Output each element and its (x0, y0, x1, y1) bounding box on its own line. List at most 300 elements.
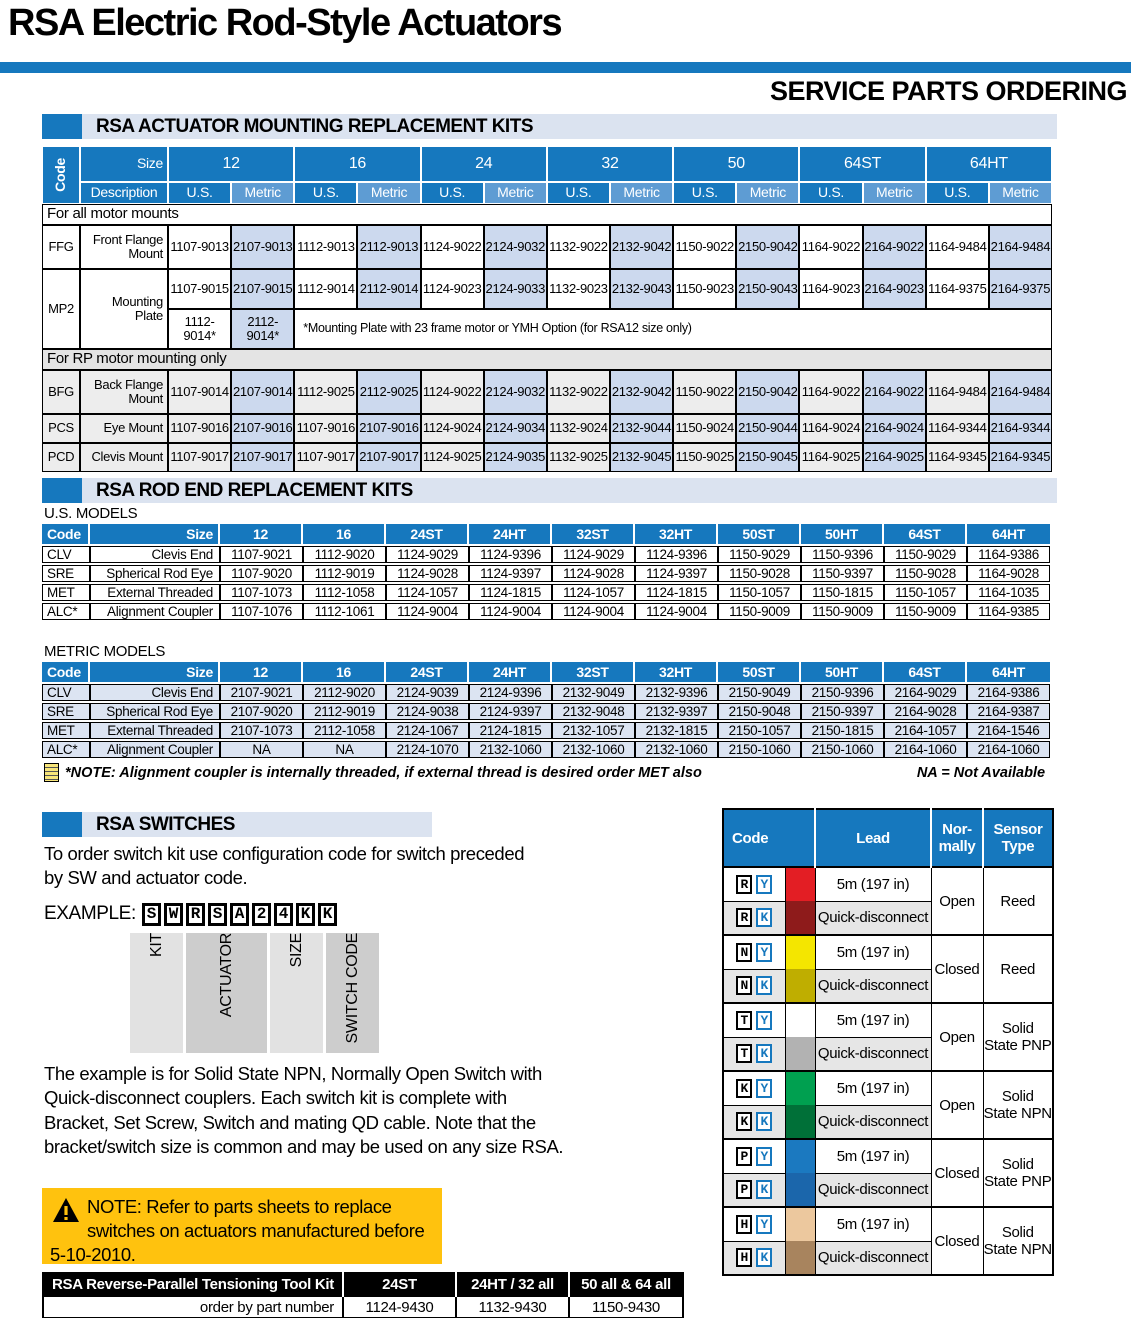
size-header-32: 32 (547, 146, 673, 182)
metric-models-label: METRIC MODELS (44, 643, 166, 660)
part-number-cell: 2150-1060 (718, 741, 801, 758)
code-letter-box: P (736, 1180, 752, 1199)
color-swatch (785, 1071, 815, 1105)
normally-cell: Closed (931, 1139, 983, 1207)
metric-header: Metric (989, 182, 1052, 204)
section-title-rodend: RSA ROD END REPLACEMENT KITS (96, 479, 413, 501)
row-description: Clevis End (90, 684, 220, 701)
row-description: External Threaded (90, 722, 220, 739)
tool-col-24ST: 24ST (343, 1273, 456, 1296)
code-letter-box: Y (756, 943, 772, 962)
size-header-12: 12 (220, 662, 303, 682)
part-number-cell: 1124-9004 (469, 603, 552, 620)
part-number-cell: 1107-9015 (168, 269, 231, 309)
code-letter-box: N (736, 943, 752, 962)
part-number-cell: 1150-9009 (718, 603, 801, 620)
code-header: Code (42, 524, 90, 544)
banner-rp-motor-mounting: For RP motor mounting only (42, 349, 1052, 370)
switch-code-cell (723, 1105, 785, 1139)
color-swatch (785, 969, 815, 1003)
sensor-type-cell: Reed (983, 867, 1053, 935)
title-rule (0, 62, 1131, 73)
normally-cell: Closed (931, 1207, 983, 1275)
code-letter-box: Y (756, 875, 772, 894)
example-band-label: SIZE (287, 933, 305, 968)
size-header-64ST: 64ST (884, 662, 967, 682)
switch-header-0: Code (723, 809, 815, 867)
part-number-cell: 2164-1060 (967, 741, 1050, 758)
rodend-us-table (42, 522, 1050, 622)
part-number-cell: 2164-1546 (967, 722, 1050, 739)
row-code-ALC*: ALC* (42, 603, 90, 620)
part-number-cell: 1164-9375 (926, 269, 989, 309)
us-header: U.S. (547, 182, 610, 204)
part-number-cell: 1124-9022 (421, 370, 484, 414)
part-number-cell: 2107-9014 (231, 370, 294, 414)
part-number-cell: 2112-9014* (231, 309, 294, 349)
size-header-32HT: 32HT (635, 524, 718, 544)
example-letter-box: K (296, 903, 315, 926)
part-number-cell: 1107-9016 (168, 414, 231, 443)
switch-row (723, 867, 1053, 901)
section-chip-icon (42, 478, 82, 503)
table-row (42, 741, 1050, 758)
part-number-cell: 1124-9004 (386, 603, 469, 620)
part-number-cell: 1112-1061 (303, 603, 386, 620)
size-header-64ST: 64ST (884, 524, 967, 544)
part-number-cell: 2150-9397 (801, 703, 884, 720)
switch-code-cell (723, 1037, 785, 1071)
example-band-size (270, 933, 323, 1053)
warning-note-text: NOTE: Refer to parts sheets to replace switches on actuators manufactured before 5-10-2010. (50, 1196, 425, 1266)
size-header-16: 16 (294, 146, 420, 182)
mounting-table (42, 146, 1052, 472)
part-number-cell: 1132-9022 (547, 370, 610, 414)
part-number-cell: 1164-9028 (967, 565, 1050, 582)
example-letter-box: 4 (274, 903, 293, 926)
part-number-cell: 2107-9020 (220, 703, 303, 720)
size-header-16: 16 (303, 524, 386, 544)
switch-code-cell (723, 1071, 785, 1105)
part-number-cell: 2164-9024 (863, 414, 926, 443)
part-number-cell: 1124-1057 (552, 584, 635, 601)
lead-cell: 5m (197 in) (815, 1003, 931, 1037)
normally-cell: Closed (931, 935, 983, 1003)
example-letter-box: R (186, 903, 205, 926)
code-letter-box: K (756, 1112, 772, 1131)
row-description: Spherical Rod Eye (90, 703, 220, 720)
part-number-cell: 1150-9028 (884, 565, 967, 582)
part-number-cell: 2112-9025 (357, 370, 420, 414)
part-number-cell: 2107-9016 (357, 414, 420, 443)
part-number-cell: 2132-9396 (635, 684, 718, 701)
rodend-metric-table (42, 660, 1050, 760)
section-title-mounting: RSA ACTUATOR MOUNTING REPLACEMENT KITS (96, 115, 533, 137)
table-row (42, 584, 1050, 601)
code-letter-box: T (736, 1011, 752, 1030)
part-number-cell: 1112-9014 (294, 269, 357, 309)
na-note: NA = Not Available (916, 764, 1046, 781)
part-number-cell: 1107-9021 (220, 546, 303, 563)
size-header-64HT: 64HT (967, 524, 1050, 544)
part-number-cell: 2132-9397 (635, 703, 718, 720)
part-number-cell: 1150-9397 (801, 565, 884, 582)
row-description: Front Flange Mount (80, 225, 168, 269)
row-code-MET: MET (42, 584, 90, 601)
tool-kit-title: RSA Reverse-Parallel Tensioning Tool Kit (43, 1273, 343, 1296)
code-letter-box: H (736, 1248, 752, 1267)
switch-code-cell (723, 1003, 785, 1037)
part-number-cell: 2150-1060 (801, 741, 884, 758)
part-number-cell: 1112-9014* (168, 309, 231, 349)
part-number-cell: 2150-9042 (736, 370, 799, 414)
part-number-cell: 1124-9025 (421, 443, 484, 472)
part-number-cell: 1107-9013 (168, 225, 231, 269)
part-number-cell: 2132-9045 (610, 443, 673, 472)
part-number-cell: 2150-9043 (736, 269, 799, 309)
lead-cell: 5m (197 in) (815, 867, 931, 901)
sensor-type-cell: Solid State NPN (983, 1071, 1053, 1139)
normally-cell: Open (931, 1071, 983, 1139)
part-number-cell: 1132-9022 (547, 225, 610, 269)
switch-header-1: Lead (815, 809, 931, 867)
part-number-cell: 1150-1057 (718, 584, 801, 601)
part-number-cell: 2164-9022 (863, 225, 926, 269)
tool-col-24HT / 32 all: 24HT / 32 all (456, 1273, 569, 1296)
row-code-BFG: BFG (42, 370, 80, 414)
code-letter-box: K (756, 908, 772, 927)
example-letter-box: W (164, 903, 183, 926)
part-number-cell: 2112-1058 (303, 722, 386, 739)
example-row (44, 902, 340, 926)
part-number-cell: 1150-9029 (718, 546, 801, 563)
banner-all-motor-mounts: For all motor mounts (42, 204, 1052, 225)
part-number-cell: 1150-9022 (673, 225, 736, 269)
part-number-cell: 1124-9396 (635, 546, 718, 563)
table-row (42, 722, 1050, 739)
header-row (723, 809, 1053, 867)
table-row (42, 603, 1050, 620)
part-number-cell: 2150-1057 (718, 722, 801, 739)
rodend-note-row (44, 763, 1052, 782)
part-number-cell: 1164-9022 (799, 225, 862, 269)
us-header: U.S. (168, 182, 231, 204)
lead-cell: Quick-disconnect (815, 1037, 931, 1071)
part-number-cell: 1112-9019 (303, 565, 386, 582)
part-number-cell: 1124-9029 (386, 546, 469, 563)
part-number-cell: 1164-9344 (926, 414, 989, 443)
switch-row (723, 935, 1053, 969)
code-letter-box: K (756, 1044, 772, 1063)
size-header: Size (90, 662, 220, 682)
row-code-CLV: CLV (42, 684, 90, 701)
us-header: U.S. (799, 182, 862, 204)
row-description: External Threaded (90, 584, 220, 601)
part-number-cell: 1124-9023 (421, 269, 484, 309)
code-letter-box: P (736, 1147, 752, 1166)
sensor-type-cell: Solid State PNP (983, 1003, 1053, 1071)
part-number-cell: 1124-9004 (552, 603, 635, 620)
sensor-type-cell: Reed (983, 935, 1053, 1003)
part-number-cell: 1124-1057 (386, 584, 469, 601)
warning-icon (52, 1197, 80, 1223)
header (42, 662, 1050, 682)
section-title-switches: RSA SWITCHES (96, 813, 235, 835)
part-number-cell: 1164-9484 (926, 370, 989, 414)
part-number-cell: 1107-1076 (220, 603, 303, 620)
header-row (42, 662, 1050, 682)
row-description: Eye Mount (80, 414, 168, 443)
header (42, 524, 1050, 544)
part-number-cell: 1124-9028 (386, 565, 469, 582)
switch-row (723, 1071, 1053, 1105)
code-letter-box: K (756, 976, 772, 995)
row-description: Spherical Rod Eye (90, 565, 220, 582)
normally-cell: Open (931, 1003, 983, 1071)
us-models-label: U.S. MODELS (44, 505, 138, 522)
part-number-cell: 2107-9013 (231, 225, 294, 269)
part-number-cell: 1150-9028 (718, 565, 801, 582)
header (43, 1273, 683, 1296)
body (43, 1296, 683, 1318)
part-number-cell: 1124-9029 (552, 546, 635, 563)
part-number-cell: 2132-1060 (469, 741, 552, 758)
page-title: RSA Electric Rod-Style Actuators (8, 2, 562, 44)
part-number-cell: 1107-9020 (220, 565, 303, 582)
part-number-cell: 2132-9043 (610, 269, 673, 309)
metric-header: Metric (231, 182, 294, 204)
part-number-cell: 2124-1067 (386, 722, 469, 739)
lead-cell: 5m (197 in) (815, 935, 931, 969)
us-header: U.S. (294, 182, 357, 204)
note-icon (44, 763, 59, 782)
switch-header-2: Nor- mally (931, 809, 983, 867)
part-number-cell: 1150-9029 (884, 546, 967, 563)
part-number-cell: 2124-9038 (386, 703, 469, 720)
color-swatch (785, 1241, 815, 1275)
example-band-label: SWITCH CODE (343, 933, 361, 1044)
part-number-cell: 2164-9025 (863, 443, 926, 472)
color-swatch (785, 1173, 815, 1207)
part-number-cell: 2124-9032 (484, 370, 547, 414)
part-number-cell: 1124-9022 (421, 225, 484, 269)
part-number-cell: 2150-1815 (801, 722, 884, 739)
example-letter-box: 2 (252, 903, 271, 926)
part-number-cell: 1164-9386 (967, 546, 1050, 563)
example-band-kit (130, 933, 183, 1053)
part-number-cell: 2132-1060 (552, 741, 635, 758)
example-letter-box: K (318, 903, 337, 926)
part-number-cell: 2112-9013 (357, 225, 420, 269)
part-number-cell: 2107-9017 (357, 443, 420, 472)
part-number-cell: 2132-1060 (635, 741, 718, 758)
part-number-cell: 1150-1815 (801, 584, 884, 601)
example-band-label: KIT (147, 933, 165, 957)
part-number-cell: 2150-9048 (718, 703, 801, 720)
code-letter-box: Y (756, 1215, 772, 1234)
part-number-cell: 1112-9013 (294, 225, 357, 269)
part-number-cell: 1124-9024 (421, 414, 484, 443)
part-number-cell: NA (220, 741, 303, 758)
part-number-cell: 2124-1070 (386, 741, 469, 758)
row-description: Alignment Coupler (90, 741, 220, 758)
part-number-cell: 2132-9049 (552, 684, 635, 701)
part-number-cell: 2164-9028 (884, 703, 967, 720)
code-letter-box: R (736, 908, 752, 927)
part-number-cell: 1150-9009 (801, 603, 884, 620)
part-number-cell: 2150-9044 (736, 414, 799, 443)
table-row (42, 546, 1050, 563)
row-code-MET: MET (42, 722, 90, 739)
color-swatch (785, 1207, 815, 1241)
us-header: U.S. (673, 182, 736, 204)
part-number-cell: 2107-9021 (220, 684, 303, 701)
body (42, 546, 1050, 620)
part-number-cell: 2150-9049 (718, 684, 801, 701)
table-row (42, 565, 1050, 582)
row-code-ALC*: ALC* (42, 741, 90, 758)
lead-cell: 5m (197 in) (815, 1139, 931, 1173)
part-number-cell: 1124-9397 (635, 565, 718, 582)
size-header-12: 12 (220, 524, 303, 544)
color-swatch (785, 1003, 815, 1037)
switch-row (723, 1207, 1053, 1241)
part-number-cell: 2132-9048 (552, 703, 635, 720)
row-code-PCD: PCD (42, 443, 80, 472)
part-number-cell: 1107-9017 (168, 443, 231, 472)
part-number-cell: 1164-9022 (799, 370, 862, 414)
code-header: Code (42, 662, 90, 682)
normally-cell: Open (931, 867, 983, 935)
row-code-SRE: SRE (42, 703, 90, 720)
part-number-cell: 2150-9042 (736, 225, 799, 269)
size-header-32ST: 32ST (552, 662, 635, 682)
part-number-cell: 2124-9033 (484, 269, 547, 309)
tool-kit-table (42, 1272, 684, 1318)
part-number-cell: 2124-9032 (484, 225, 547, 269)
switch-code-cell (723, 901, 785, 935)
lead-cell: Quick-disconnect (815, 969, 931, 1003)
lead-cell: 5m (197 in) (815, 1071, 931, 1105)
row-description: Clevis End (90, 546, 220, 563)
part-number-cell: 1132-9023 (547, 269, 610, 309)
switch-code-cell (723, 1139, 785, 1173)
size-header-32HT: 32HT (635, 662, 718, 682)
example-label: EXAMPLE: (44, 902, 136, 924)
code-letter-box: H (736, 1215, 752, 1234)
part-number-cell: 1107-1073 (220, 584, 303, 601)
code-letter-box: K (756, 1248, 772, 1267)
example-letter-box: S (208, 903, 227, 926)
size-header-50ST: 50ST (718, 524, 801, 544)
lead-cell: Quick-disconnect (815, 1173, 931, 1207)
sensor-type-cell: Solid State NPN (983, 1207, 1053, 1275)
code-letter-box: Y (756, 1011, 772, 1030)
part-number-cell: 2132-9044 (610, 414, 673, 443)
size-header-24: 24 (421, 146, 547, 182)
code-letter-box: R (736, 875, 752, 894)
switch-code-cell (723, 1173, 785, 1207)
mp2-footnote: *Mounting Plate with 23 frame motor or YMH Option (for RSA12 size only) (294, 309, 1052, 349)
part-number-cell: 2124-9035 (484, 443, 547, 472)
switches-intro: To order switch kit use configuration code for switch preceded by SW and actuator code. (44, 843, 525, 889)
row-code-SRE: SRE (42, 565, 90, 582)
warning-note-box (42, 1188, 442, 1264)
example-band-label: ACTUATOR (217, 933, 235, 1018)
row-code-CLV: CLV (42, 546, 90, 563)
part-number-cell: 2107-9015 (231, 269, 294, 309)
lead-cell: Quick-disconnect (815, 901, 931, 935)
part-number-cell: 2164-9023 (863, 269, 926, 309)
sensor-type-cell: Solid State PNP (983, 1139, 1053, 1207)
part-number-cell: 2164-9484 (989, 370, 1052, 414)
part-number-cell: 1164-9025 (799, 443, 862, 472)
part-number-cell: 1150-9025 (673, 443, 736, 472)
part-number-cell: 1164-9023 (799, 269, 862, 309)
part-number-cell: 1124-9396 (469, 546, 552, 563)
tool-part-number: 1124-9430 (343, 1296, 456, 1318)
code-letter-box: K (736, 1112, 752, 1131)
part-number-cell: 1132-9024 (547, 414, 610, 443)
size-header-16: 16 (303, 662, 386, 682)
code-letter-box: T (736, 1044, 752, 1063)
section-bar-mounting (42, 114, 1057, 139)
part-number-cell: 1150-1057 (884, 584, 967, 601)
row-code-PCS: PCS (42, 414, 80, 443)
part-number-cell: 2112-9019 (303, 703, 386, 720)
part-number-cell: 1150-9396 (801, 546, 884, 563)
code-letter-box: Y (756, 1147, 772, 1166)
row-description: Clevis Mount (80, 443, 168, 472)
part-number-cell: 2150-9045 (736, 443, 799, 472)
tool-part-number: 1150-9430 (569, 1296, 683, 1318)
color-swatch (785, 935, 815, 969)
header-row (43, 1273, 683, 1296)
part-number-cell: 2164-9387 (967, 703, 1050, 720)
color-swatch (785, 1105, 815, 1139)
description-header: Description (80, 182, 168, 204)
part-number-cell: 2124-1815 (469, 722, 552, 739)
part-number-cell: 2112-9014 (357, 269, 420, 309)
part-number-cell: 1124-9028 (552, 565, 635, 582)
code-letter-box: K (756, 1180, 772, 1199)
section-chip-icon (42, 114, 82, 139)
body (42, 684, 1050, 758)
table-row (42, 703, 1050, 720)
code-column-header (42, 146, 80, 204)
part-number-cell: 1112-9020 (303, 546, 386, 563)
switch-code-cell (723, 935, 785, 969)
part-number-cell: 2124-9039 (386, 684, 469, 701)
lead-cell: Quick-disconnect (815, 1105, 931, 1139)
part-number-cell: 2107-1073 (220, 722, 303, 739)
part-number-cell: NA (303, 741, 386, 758)
row-code-MP2: MP2 (42, 269, 80, 349)
table-row (43, 1296, 683, 1318)
lead-cell: Quick-disconnect (815, 1241, 931, 1275)
tool-part-number: 1132-9430 (456, 1296, 569, 1318)
tool-col-50 all & 64 all: 50 all & 64 all (569, 1273, 683, 1296)
color-swatch (785, 867, 815, 901)
example-band-switch-code (326, 933, 379, 1053)
header-row (42, 524, 1050, 544)
part-number-cell: 1164-9484 (926, 225, 989, 269)
metric-header: Metric (610, 182, 673, 204)
part-number-cell: 2132-1057 (552, 722, 635, 739)
row-description: Alignment Coupler (90, 603, 220, 620)
part-number-cell: 2124-9396 (469, 684, 552, 701)
size-header-50HT: 50HT (801, 662, 884, 682)
